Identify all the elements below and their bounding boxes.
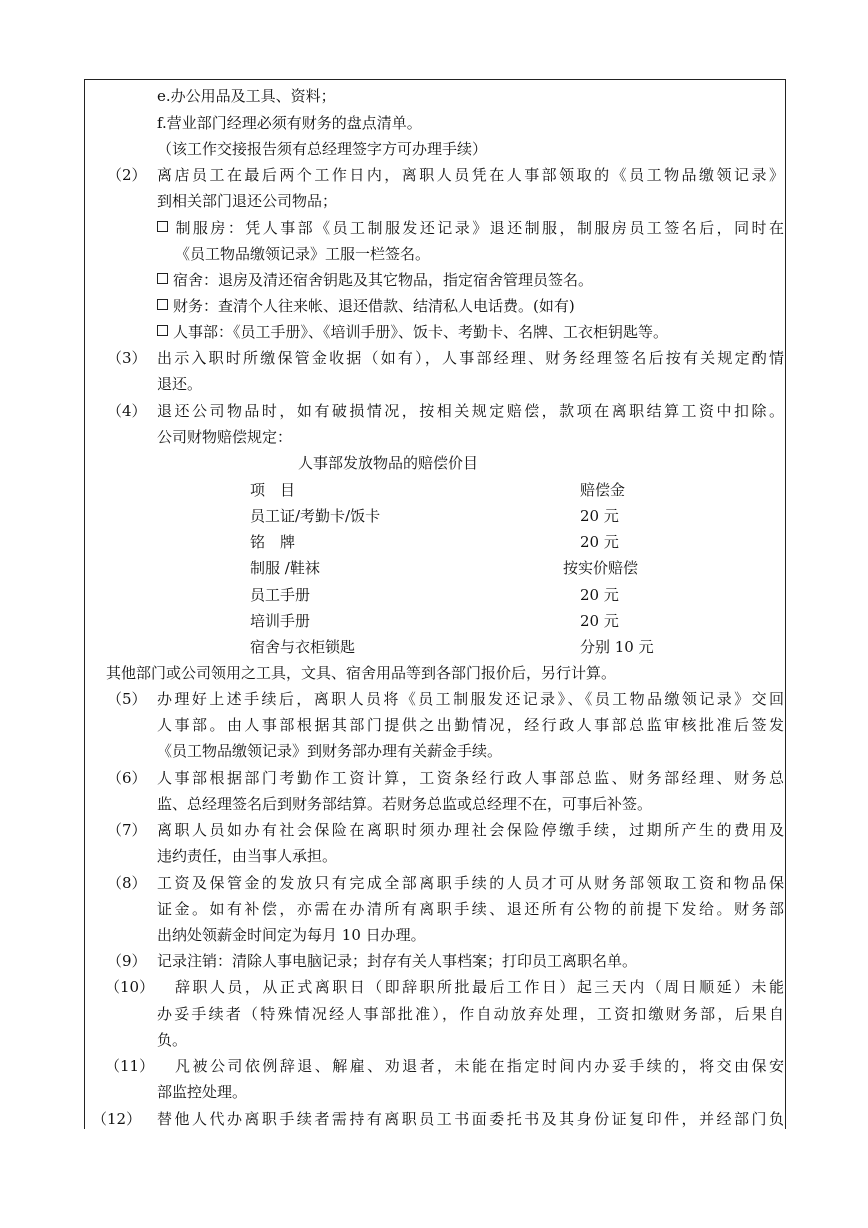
table-row-amount: 20 元 <box>580 533 619 551</box>
checklist-dormitory: 宿舍：退房及清还宿舍钥匙及其它物品，指定宿舍管理员签名。 <box>157 270 593 290</box>
clause-3-line-1: 出示入职时所缴保管金收据（如有），人事部经理、财务经理签名后按有关规定酌情 <box>157 349 784 367</box>
checklist-uniform-room: 制服房：凭人事部《员工制服发还记录》退还制服，制服房员工签名后，同时在 <box>157 218 784 238</box>
clause-7-line-2: 违约责任，由当事人承担。 <box>157 847 338 865</box>
clause-5-line-2: 人事部。由人事部根据其部门提供之出勤情况，经行政人事部总监审核批准后签发 <box>157 716 784 734</box>
clause-4-line-1: 退还公司物品时，如有破损情况，按相关规定赔偿，款项在离职结算工资中扣除。 <box>157 402 784 420</box>
clause-number-3: （3） <box>107 349 147 367</box>
clause-9-line-1: 记录注销：清除人事电脑记录；封存有关人事档案；打印员工离职名单。 <box>157 952 638 970</box>
table-row-amount: 分别 10 元 <box>580 638 654 656</box>
checkbox-icon <box>157 221 168 232</box>
item-f: f.营业部门经理必须有财务的盘点清单。 <box>157 114 422 132</box>
clause-5-line-3: 《员工物品缴领记录》到财务部办理有关薪金手续。 <box>157 742 503 760</box>
clause-number-7: （7） <box>107 821 147 839</box>
clause-8-line-2: 证金。如有补偿，亦需在办清所有离职手续、退还所有公物的前提下发给。财务部 <box>157 900 784 918</box>
clause-number-10: （10） <box>105 978 155 996</box>
clause-2-line-1: 离店员工在最后两个工作日内，离职人员凭在人事部领取的《员工物品缴领记录》 <box>157 166 784 184</box>
checkbox-icon <box>157 299 168 310</box>
clause-number-6: （6） <box>107 769 147 787</box>
item-e: e.办公用品及工具、资料； <box>157 87 336 105</box>
clause-10-line-1: 辞职人员，从正式离职日（即辞职所批最后工作日）起三天内（周日顺延）未能 <box>175 978 784 996</box>
compensation-table-title: 人事部发放物品的赔偿价目 <box>298 454 479 472</box>
table-row-amount: 按实价赔偿 <box>563 559 639 577</box>
table-row-item: 制服 /鞋袜 <box>250 559 320 577</box>
clause-number-5: （5） <box>107 690 147 708</box>
checklist-finance: 财务：查清个人往来帐、退还借款、结清私人电话费。(如有) <box>157 296 575 316</box>
clause-2-line-2: 到相关部门退还公司物品； <box>157 192 338 210</box>
clause-8-line-3: 出纳处领薪金时间定为每月 10 日办理。 <box>157 926 426 944</box>
table-row-item: 员工手册 <box>250 586 311 604</box>
clause-4-line-2: 公司财物赔偿规定： <box>157 428 293 446</box>
table-row-item: 培训手册 <box>250 612 311 630</box>
clause-5-line-1: 办理好上述手续后，离职人员将《员工制服发还记录》、《员工物品缴领记录》交回 <box>157 690 784 708</box>
clause-number-11: （11） <box>105 1057 155 1075</box>
checkbox-icon <box>157 325 168 336</box>
clause-11-line-2: 部监控处理。 <box>157 1083 248 1101</box>
table-row-item: 员工证/考勤卡/饭卡 <box>250 507 381 525</box>
clause-12-line-1: 替他人代办离职手续者需持有离职员工书面委托书及其身份证复印件，并经部门负 <box>157 1110 784 1128</box>
table-row-amount: 20 元 <box>580 507 619 525</box>
handover-note: （该工作交接报告须有总经理签字方可办理手续） <box>157 140 488 158</box>
clause-number-8: （8） <box>107 874 147 892</box>
table-row-amount: 20 元 <box>580 612 619 630</box>
clause-number-9: （9） <box>107 952 147 970</box>
clause-11-line-1: 凡被公司依例辞退、解雇、劝退者，未能在指定时间内办妥手续的，将交由保安 <box>175 1057 784 1075</box>
checklist-hr: 人事部：《员工手册》、《培训手册》、饭卡、考勤卡、名牌、工衣柜钥匙等。 <box>157 322 668 342</box>
clause-6-line-1: 人事部根据部门考勤作工资计算，工资条经行政人事部总监、财务部经理、财务总 <box>157 769 784 787</box>
table-header-item: 项 目 <box>250 481 296 499</box>
table-row-amount: 20 元 <box>580 586 619 604</box>
other-departments-note: 其他部门或公司领用之工具，文具、宿舍用品等到各部门报价后，另行计算。 <box>106 664 617 682</box>
clause-3-line-2: 退还。 <box>157 375 203 393</box>
table-row-item: 宿舍与衣柜锁匙 <box>250 638 356 656</box>
clause-number-4: （4） <box>107 402 147 420</box>
clause-8-line-1: 工资及保管金的发放只有完成全部离职手续的人员才可从财务部领取工资和物品保 <box>157 874 784 892</box>
clause-number-12: （12） <box>92 1110 142 1128</box>
clause-6-line-2: 监、总经理签名后到财务部结算。若财务总监或总经理不在，可事后补签。 <box>157 795 653 813</box>
checkbox-icon <box>157 273 168 284</box>
clause-7-line-1: 离职人员如办有社会保险在离职时须办理社会保险停缴手续，过期所产生的费用及 <box>157 821 784 839</box>
clause-10-line-2: 办妥手续者（特殊情况经人事部批准），作自动放弃处理，工资扣缴财务部，后果自 <box>157 1005 784 1023</box>
checklist-uniform-room-cont: 《员工物品缴领记录》工服一栏签名。 <box>175 245 431 263</box>
clause-number-2: （2） <box>107 166 147 184</box>
table-row-item: 铭 牌 <box>250 533 296 551</box>
clause-10-line-3: 负。 <box>157 1031 188 1049</box>
table-header-amount: 赔偿金 <box>580 481 626 499</box>
